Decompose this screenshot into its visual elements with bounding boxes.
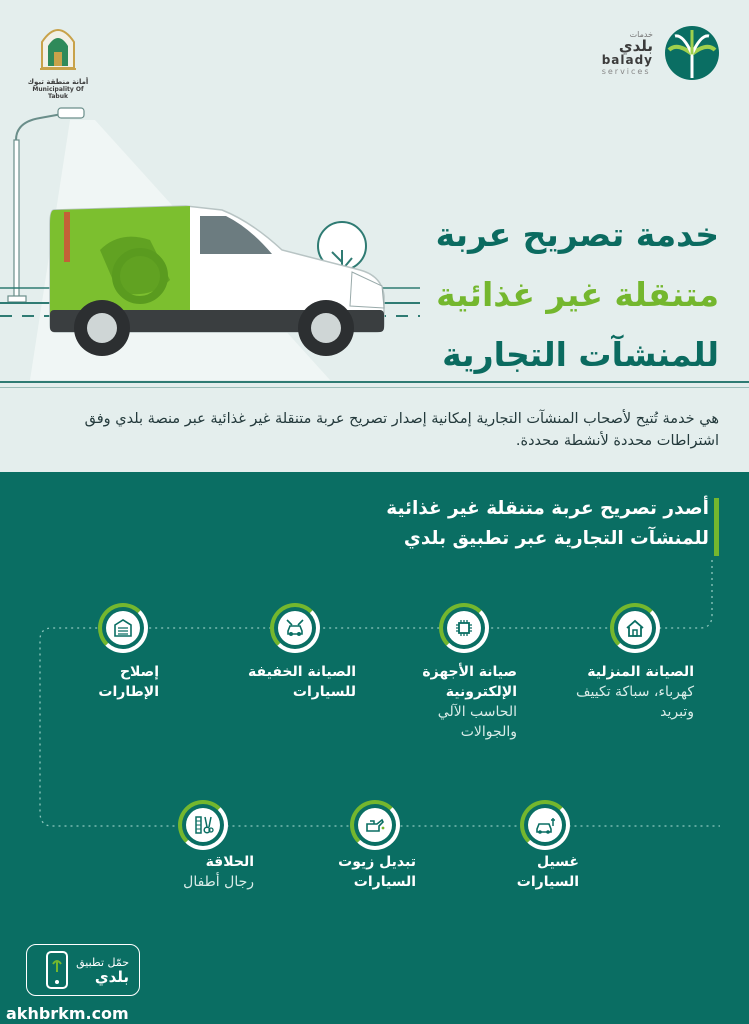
house-icon: [610, 603, 660, 653]
tabuk-name-ar: أمانة منطقة تبوك: [27, 78, 89, 86]
service-light-car-maintenance: [226, 662, 356, 702]
service-title: الحلاقة: [205, 854, 254, 870]
cta-line-2: للمنشآت التجارية عبر تطبيق بلدي: [403, 528, 709, 549]
app-line-1: حمّل تطبيق: [76, 955, 129, 969]
service-tire-repair: [79, 662, 159, 702]
service-sub: رجال أطفال: [183, 874, 254, 890]
download-app-badge[interactable]: [26, 944, 140, 996]
title-line-2: متنقلة غير غذائية: [436, 275, 719, 314]
chip-icon: [439, 603, 489, 653]
tabuk-name-en: Municipality Of Tabuk: [32, 86, 84, 100]
service-title: إصلاح الإطارات: [98, 664, 159, 700]
scissors-icon: [178, 800, 228, 850]
service-title: الصيانة المنزلية: [587, 664, 694, 680]
service-home-maintenance: [574, 662, 694, 722]
service-title: الصيانة الخفيفة للسيارات: [248, 664, 356, 700]
balady-services-en: services: [601, 67, 651, 76]
app-line-2: بلدي: [94, 967, 129, 986]
watermark: akhbrkm.com: [6, 1004, 129, 1023]
service-oil-change: [326, 852, 416, 892]
cta-line-1: أصدر تصريح عربة متنقلة غير غذائية: [386, 498, 709, 519]
title-line-1: خدمة تصريح عربة: [435, 215, 719, 254]
oil-can-icon: [350, 800, 400, 850]
phone-icon: [44, 950, 70, 990]
service-electronics: [397, 662, 517, 742]
service-title: صيانة الأجهزة الإلكترونية: [422, 664, 517, 700]
service-sub: الحاسب الآلي والجوالات: [437, 704, 517, 740]
title-line-3: للمنشآت التجارية: [442, 335, 719, 374]
car-wash-icon: [520, 800, 570, 850]
intro-text: هي خدمة تُتيح لأصحاب المنشآت التجارية إمكانية إصدار تصريح عربة متنقلة غير غذائية عبر منصة بلدي وفق اشتراطات محددة لأنشطة محددة.: [84, 411, 719, 449]
service-title: غسيل السيارات: [516, 854, 579, 890]
service-sub: كهرباء، سباكة تكييف وتبريد: [576, 684, 694, 720]
service-title: تبديل زيوت السيارات: [338, 854, 416, 890]
balady-en: balady: [601, 53, 653, 67]
tire-shop-icon: [98, 603, 148, 653]
car-repair-icon: [270, 603, 320, 653]
balady-small-ar: خدمات: [629, 30, 653, 39]
service-barber: [154, 852, 254, 892]
balady-ar: بلدي: [618, 37, 653, 55]
service-car-wash: [509, 852, 579, 892]
